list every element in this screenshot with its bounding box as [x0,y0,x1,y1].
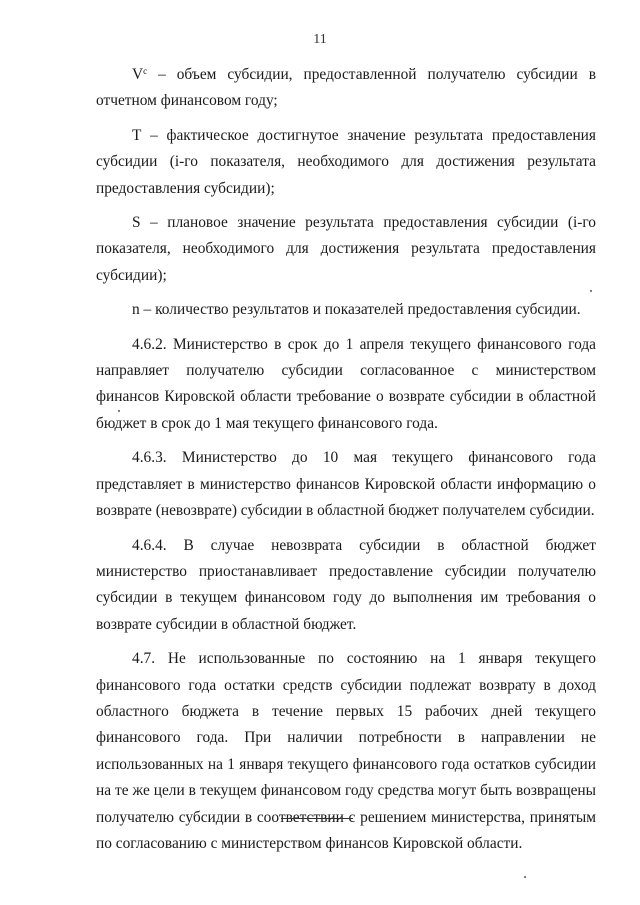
scan-speck [524,876,526,878]
definition-v-text: – объем субсидии, предоставленной получателю субсидии в отчетном финансовом году; [96,66,596,110]
clause-4-6-4: 4.6.4. В случае невозврата субсидии в областной бюджет министерство приостанавливает предоставление субсидии получателю субсидии в текущем финансовом году до выполнения им требования о возврате субсидии в областной бюджет. [96,536,596,633]
scan-speck [590,290,592,292]
definition-v-symbol: V [132,66,144,83]
clause-4-6-3: 4.6.3. Министерство до 10 мая текущего финансового года представляет в министерство финансов Кировской области информацию о возврате (невозврате) субсидии в областной бюджет получателем субсидии. [96,449,596,520]
definition-s: S – плановое значение результата предоставления субсидии (i-го показателя, необходимого для достижения результата предоставления субсидии); [96,214,596,284]
definition-v [96,62,596,115]
end-separator-line [281,818,353,819]
definition-v-superscript: с [143,66,148,76]
definition-t: Т – фактическое достигнутое значение результата предоставления субсидии (i-го показателя, необходимого для достижения результата предоставления субсидии); [96,126,596,197]
scan-speck [118,410,120,412]
page-number: 11 [313,32,327,47]
clause-4-7: 4.7. Не использованные по состоянию на 1 января текущего финансового года остатки средств субсидии подлежат возврату в доход областного бюджета в течение первых 15 рабочих дней текущего финансового года. При наличии потребности в направлении не использованных на 1 января текущего финансового года остатков субсидии на те же цели в текущем финансовом году средства могут быть возвращены получателю субсидии в соответствии с решением министерства, принятым по согласованию с министерством финансов Кировской области. [96,650,596,852]
document-body [96,62,596,857]
definition-n: n – количество результатов и показателей предоставления субсидии. [132,301,581,319]
clause-4-6-2: 4.6.2. Министерство в срок до 1 апреля текущего финансового года направляет получателю субсидии согласованное с министерством финансов Кировской области требование о возврате субсидии в областной бюджет в срок до 1 мая текущего финансового года. [96,335,596,432]
